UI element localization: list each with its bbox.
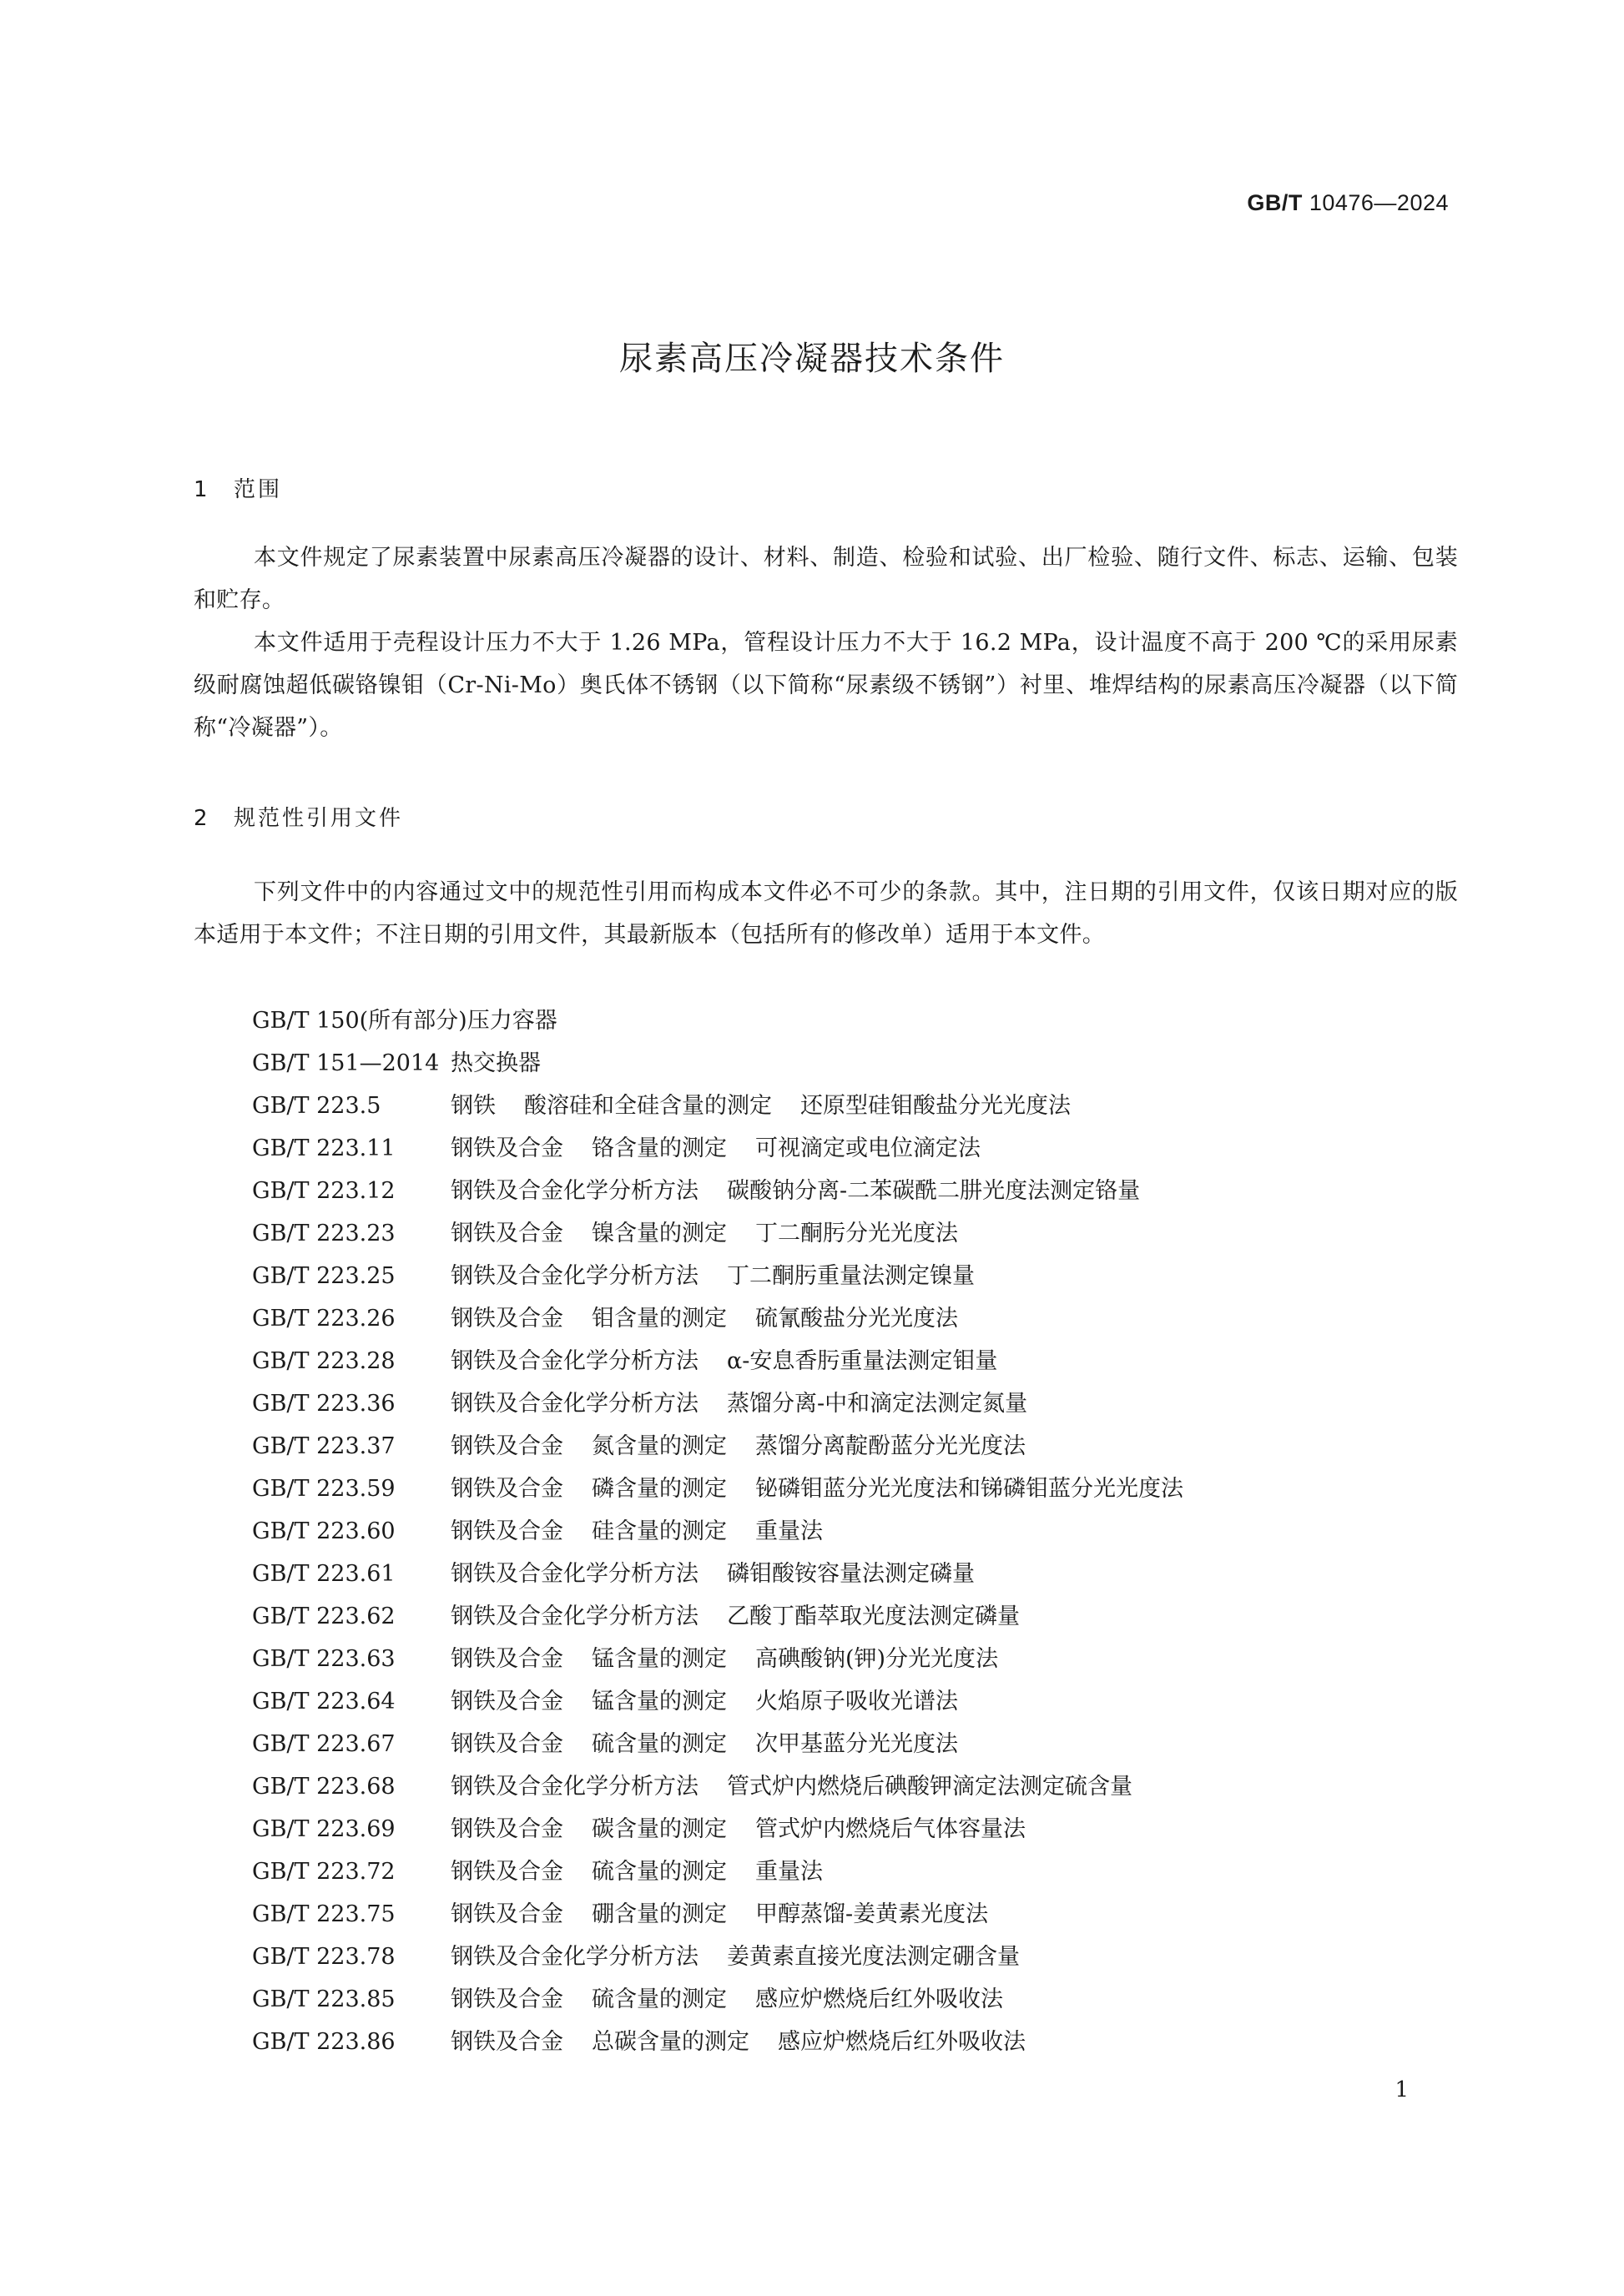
- reference-item: [252, 1510, 1183, 1553]
- reference-title-part: 钢铁及合金: [451, 1901, 563, 1927]
- reference-item: [252, 1170, 1183, 1212]
- document-title: 尿素高压冷凝器技术条件: [619, 340, 1005, 378]
- reference-title-part: 钢铁及合金: [451, 1476, 563, 1502]
- reference-title-part: 钢铁及合金化学分析方法: [451, 1604, 699, 1629]
- reference-title-part: 钢铁及合金: [451, 1859, 563, 1885]
- reference-item: [252, 1085, 1183, 1127]
- paragraph-scope-1: 本文件规定了尿素装置中尿素高压冷凝器的设计、材料、制造、检验和试验、出厂检验、随行文件、标志、运输、包装和贮存。: [194, 545, 1458, 613]
- reference-title-part: 钢铁及合金: [451, 1816, 563, 1842]
- reference-title-part: 钢铁及合金化学分析方法: [451, 1391, 699, 1417]
- reference-title-part: 铬含量的测定: [592, 1135, 727, 1161]
- reference-code: GB/T 150(所有部分): [252, 1008, 467, 1034]
- reference-code: GB/T 223.68: [252, 1774, 396, 1800]
- standard-code: [1247, 190, 1449, 216]
- reference-code: GB/T 223.85: [252, 1986, 396, 2012]
- section-title: 规范性引用文件: [234, 806, 404, 831]
- reference-title-part: 钢铁及合金化学分析方法: [451, 1348, 699, 1374]
- reference-title-part: 酸溶硅和全硅含量的测定: [524, 1093, 772, 1119]
- reference-code: GB/T 223.86: [252, 2029, 396, 2055]
- reference-title-part: 重量法: [755, 1859, 823, 1885]
- reference-item: [252, 1297, 1183, 1340]
- reference-code: GB/T 223.26: [252, 1306, 396, 1332]
- reference-title-part: 硫含量的测定: [592, 1859, 727, 1885]
- section-heading-normative-references: [194, 801, 403, 832]
- reference-title-part: 磷钼酸铵容量法测定磷量: [727, 1561, 975, 1587]
- reference-code: GB/T 223.72: [252, 1859, 396, 1885]
- reference-code: GB/T 223.11: [252, 1135, 396, 1161]
- reference-title-part: 钢铁及合金: [451, 1518, 563, 1544]
- reference-title-part: 钼含量的测定: [592, 1306, 727, 1332]
- reference-title-part: α-安息香肟重量法测定钼量: [727, 1348, 998, 1374]
- standard-number: 10476—2024: [1309, 190, 1449, 215]
- reference-code: GB/T 223.12: [252, 1178, 396, 1204]
- reference-title-part: 感应炉燃烧后红外吸收法: [778, 2029, 1026, 2055]
- reference-item: [252, 2021, 1183, 2063]
- reference-title-part: 硫氰酸盐分光光度法: [755, 1306, 958, 1332]
- reference-title-part: 次甲基蓝分光光度法: [755, 1731, 958, 1757]
- reference-item: [252, 1340, 1183, 1382]
- reference-item: [252, 1553, 1183, 1595]
- reference-item: [252, 1127, 1183, 1170]
- reference-title-part: 钢铁及合金: [451, 1731, 563, 1757]
- reference-code: GB/T 223.28: [252, 1348, 396, 1374]
- section-number: 2: [194, 806, 208, 831]
- reference-title-part: 丁二酮肟重量法测定镍量: [727, 1263, 975, 1289]
- reference-item: [252, 1638, 1183, 1680]
- reference-title-part: 锰含量的测定: [592, 1646, 727, 1672]
- reference-title-part: 钢铁及合金: [451, 1306, 563, 1332]
- reference-title-part: 压力容器: [467, 1008, 557, 1034]
- reference-code: GB/T 223.64: [252, 1689, 396, 1714]
- reference-title-part: 钢铁及合金化学分析方法: [451, 1561, 699, 1587]
- reference-title-part: 硼含量的测定: [592, 1901, 727, 1927]
- reference-title-part: 钢铁及合金: [451, 1221, 563, 1246]
- reference-item: [252, 1978, 1183, 2021]
- reference-title-part: 镍含量的测定: [592, 1221, 727, 1246]
- reference-title-part: 硅含量的测定: [592, 1518, 727, 1544]
- reference-item: [252, 1723, 1183, 1765]
- reference-code: GB/T 223.25: [252, 1263, 396, 1289]
- reference-code: GB/T 223.59: [252, 1476, 396, 1502]
- reference-title-part: 总碳含量的测定: [592, 2029, 749, 2055]
- reference-item: [252, 1255, 1183, 1297]
- reference-item: [252, 1595, 1183, 1638]
- reference-title-part: 热交换器: [451, 1050, 541, 1076]
- reference-title-part: 钢铁及合金化学分析方法: [451, 1263, 699, 1289]
- reference-code: GB/T 223.62: [252, 1604, 396, 1629]
- reference-code: GB/T 223.78: [252, 1944, 396, 1970]
- reference-title-part: 铋磷钼蓝分光光度法和锑磷钼蓝分光光度法: [755, 1476, 1183, 1502]
- reference-item: [252, 1808, 1183, 1850]
- reference-title-part: 丁二酮肟分光光度法: [755, 1221, 958, 1246]
- reference-title-part: 钢铁及合金: [451, 1135, 563, 1161]
- reference-list: [252, 999, 1183, 2063]
- reference-code: GB/T 223.23: [252, 1221, 396, 1246]
- reference-title-part: 姜黄素直接光度法测定硼含量: [727, 1944, 1020, 1970]
- reference-code: GB/T 223.63: [252, 1646, 396, 1672]
- reference-code: GB/T 223.36: [252, 1391, 396, 1417]
- reference-title-part: 硫含量的测定: [592, 1986, 727, 2012]
- reference-title-part: 管式炉内燃烧后气体容量法: [755, 1816, 1026, 1842]
- reference-item: [252, 1468, 1183, 1510]
- reference-title-part: 锰含量的测定: [592, 1689, 727, 1714]
- reference-item: [252, 1382, 1183, 1425]
- reference-title-part: 磷含量的测定: [592, 1476, 727, 1502]
- reference-title-part: 氮含量的测定: [592, 1433, 727, 1459]
- reference-code: GB/T 223.5: [252, 1093, 381, 1119]
- reference-title-part: 钢铁: [451, 1093, 496, 1119]
- reference-title-part: 火焰原子吸收光谱法: [755, 1689, 958, 1714]
- reference-title-part: 钢铁及合金化学分析方法: [451, 1774, 699, 1800]
- reference-item: [252, 1042, 1183, 1085]
- reference-item: [252, 1425, 1183, 1468]
- reference-item: [252, 1765, 1183, 1808]
- reference-title-part: 感应炉燃烧后红外吸收法: [755, 1986, 1003, 2012]
- reference-title-part: 还原型硅钼酸盐分光光度法: [800, 1093, 1071, 1119]
- reference-title-part: 重量法: [755, 1518, 823, 1544]
- reference-item: [252, 1893, 1183, 1936]
- reference-title-part: 管式炉内燃烧后碘酸钾滴定法测定硫含量: [727, 1774, 1132, 1800]
- reference-item: [252, 1680, 1183, 1723]
- reference-title-part: 硫含量的测定: [592, 1731, 727, 1757]
- reference-title-part: 钢铁及合金化学分析方法: [451, 1178, 699, 1204]
- reference-title-part: 钢铁及合金: [451, 1986, 563, 2012]
- reference-title-part: 蒸馏分离靛酚蓝分光光度法: [755, 1433, 1026, 1459]
- reference-title-part: 钢铁及合金: [451, 1433, 563, 1459]
- reference-code: GB/T 223.75: [252, 1901, 396, 1927]
- reference-title-part: 蒸馏分离-中和滴定法测定氮量: [727, 1391, 1028, 1417]
- paragraph-scope-2: 本文件适用于壳程设计压力不大于 1.26 MPa，管程设计压力不大于 16.2 MPa，设计温度不高于 200 ℃的采用尿素级耐腐蚀超低碳铬镍钼（Cr-Ni-Mo）奥氏体不锈钢（以下简称“尿素级不锈钢”）衬里、堆焊结构的尿素高压冷凝器（以下简称“冷凝器”）。: [194, 630, 1458, 741]
- reference-code: GB/T 223.60: [252, 1518, 396, 1544]
- reference-title-part: 钢铁及合金化学分析方法: [451, 1944, 699, 1970]
- reference-title-part: 碳含量的测定: [592, 1816, 727, 1842]
- section-number: 1: [194, 477, 208, 502]
- reference-title-part: 可视滴定或电位滴定法: [755, 1135, 981, 1161]
- reference-item: [252, 1936, 1183, 1978]
- section-title: 范围: [234, 477, 283, 502]
- paragraph-references-intro: 下列文件中的内容通过文中的规范性引用而构成本文件必不可少的条款。其中，注日期的引用文件，仅该日期对应的版本适用于本文件；不注日期的引用文件，其最新版本（包括所有的修改单）适用于本文件。: [194, 879, 1458, 948]
- reference-code: GB/T 223.37: [252, 1433, 396, 1459]
- section-heading-scope: [194, 472, 282, 503]
- reference-code: GB/T 223.69: [252, 1816, 396, 1842]
- reference-title-part: 钢铁及合金: [451, 1689, 563, 1714]
- reference-code: GB/T 223.67: [252, 1731, 396, 1757]
- reference-code: GB/T 151—2014: [252, 1050, 440, 1076]
- reference-title-part: 甲醇蒸馏-姜黄素光度法: [755, 1901, 989, 1927]
- reference-code: GB/T 223.61: [252, 1561, 396, 1587]
- reference-item: [252, 1850, 1183, 1893]
- standard-prefix: GB/T: [1247, 190, 1303, 215]
- reference-title-part: 碳酸钠分离-二苯碳酰二肼光度法测定铬量: [727, 1178, 1141, 1204]
- reference-title-part: 高碘酸钠(钾)分光光度法: [755, 1646, 999, 1672]
- reference-item: [252, 999, 1183, 1042]
- reference-item: [252, 1212, 1183, 1255]
- page-number: 1: [1395, 2077, 1409, 2102]
- reference-title-part: 钢铁及合金: [451, 1646, 563, 1672]
- reference-title-part: 钢铁及合金: [451, 2029, 563, 2055]
- reference-title-part: 乙酸丁酯萃取光度法测定磷量: [727, 1604, 1020, 1629]
